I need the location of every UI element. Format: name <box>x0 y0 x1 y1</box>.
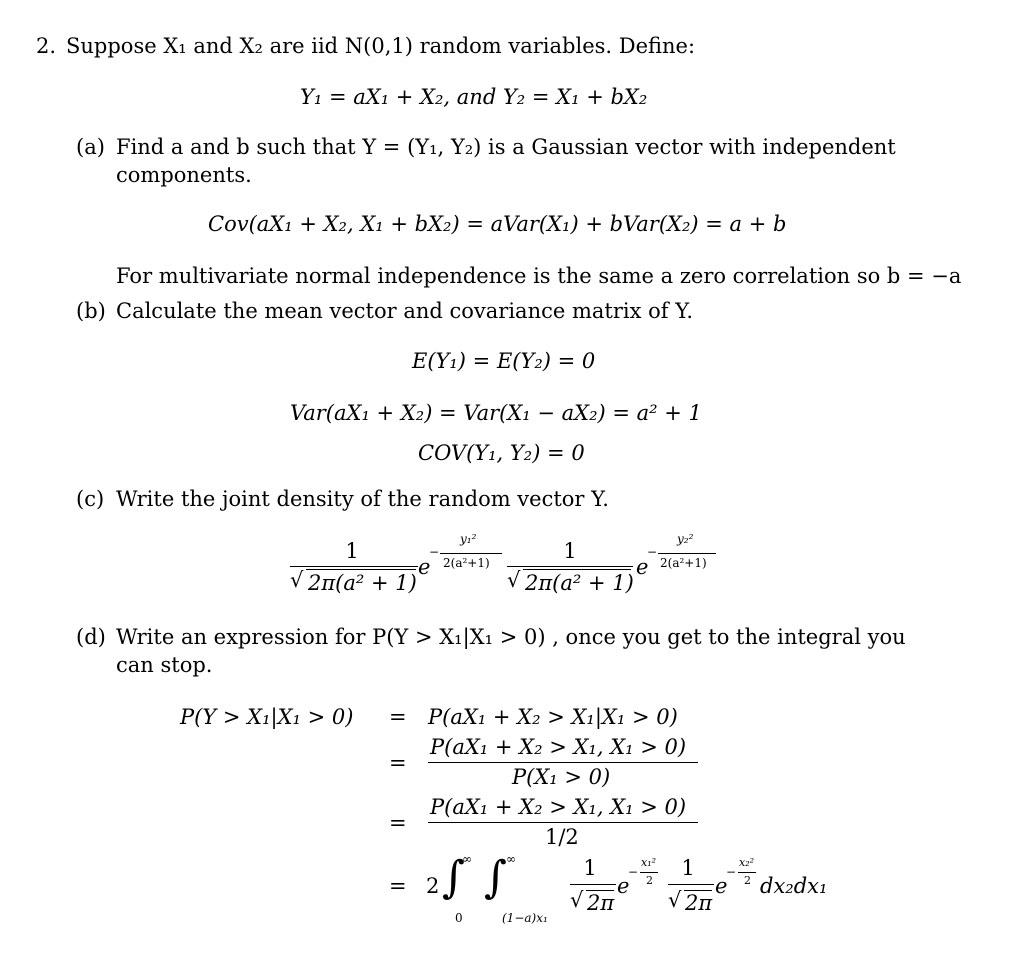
integral-upper-1: ∞ <box>462 852 472 866</box>
exp-minus-1: − <box>429 545 440 559</box>
row4-one-2: 1 <box>681 856 695 880</box>
row4-exp-minus-2: − <box>726 865 737 879</box>
part-b-eq1: E(Y₁) = E(Y₂) = 0 <box>412 349 596 373</box>
part-b-label: (b) <box>76 299 106 323</box>
part-d-question-line2: can stop. <box>116 653 213 677</box>
exp-num-1: y₁² <box>460 532 477 546</box>
sqrt-sign-1: √ <box>290 568 304 592</box>
exp-minus-2: − <box>647 545 658 559</box>
row4-coefficient: 2 <box>426 874 440 898</box>
row4-bar-2 <box>668 884 714 885</box>
row4-exp-den-2: 2 <box>744 874 751 887</box>
row3-fraction-bar <box>428 822 698 823</box>
part-b-eq3: COV(Y₁, Y₂) = 0 <box>418 441 585 465</box>
exp-base-1: e <box>418 555 431 579</box>
row4-exp-num-1: x₁² <box>641 856 657 869</box>
row4-exp-den-1: 2 <box>646 874 653 887</box>
part-c-label: (c) <box>76 487 105 511</box>
row4-bar-1 <box>570 884 616 885</box>
row4-sqrt-sign-2: √ <box>668 888 682 912</box>
density-numerator-2: 1 <box>563 539 577 563</box>
eq-sign-4: = <box>389 874 407 898</box>
sqrt-bar-1 <box>306 569 416 570</box>
row4-one-1: 1 <box>583 856 597 880</box>
row4-exp-base-2: e <box>715 874 728 898</box>
part-d-row2-denominator: P(X₁ > 0) <box>512 765 611 789</box>
problem-definition: Y₁ = aX₁ + X₂, and Y₂ = X₁ + bX₂ <box>300 85 648 109</box>
density-denominator-1: 2π(a² + 1) <box>308 571 417 595</box>
integral-lower-2: (1−a)x₁ <box>502 911 548 925</box>
part-d-row3-denominator: 1/2 <box>545 825 579 849</box>
row4-exp-num-2: x₂² <box>739 856 755 869</box>
sqrt-bar-2 <box>523 569 631 570</box>
exp-bar-1 <box>440 553 502 554</box>
density-numerator-1: 1 <box>345 539 359 563</box>
part-d-lhs: P(Y > X₁|X₁ > 0) <box>180 705 354 729</box>
part-a-equation: Cov(aX₁ + X₂, X₁ + bX₂) = aVar(X₁) + bVar(X₂) = a + b <box>208 212 787 236</box>
row4-sqrt-content-2: 2π <box>685 891 713 915</box>
part-d-question-line1: Write an expression for P(Y > X₁|X₁ > 0) , once you get to the integral you <box>116 625 906 649</box>
part-d-row1: P(aX₁ + X₂ > X₁|X₁ > 0) <box>428 705 678 729</box>
part-c-question: Write the joint density of the random vector Y. <box>116 487 609 511</box>
integral-lower-1: 0 <box>455 911 463 925</box>
part-a-label: (a) <box>76 135 105 159</box>
sqrt-sign-2: √ <box>507 568 521 592</box>
row4-sqrt-sign-1: √ <box>570 888 584 912</box>
part-a-question-line1: Find a and b such that Y = (Y₁, Y₂) is a Gaussian vector with independent <box>116 135 896 159</box>
density-denominator-2: 2π(a² + 1) <box>525 571 634 595</box>
row4-exp-base-1: e <box>617 874 630 898</box>
exp-den-1: 2(a²+1) <box>443 556 490 570</box>
density-fraction-bar-1 <box>290 566 418 567</box>
part-d-row3-numerator: P(aX₁ + X₂ > X₁, X₁ > 0) <box>430 795 687 819</box>
integral-sign-2: ∫ <box>484 852 507 903</box>
exp-den-2: 2(a²+1) <box>660 556 707 570</box>
exp-num-2: y₂² <box>677 532 694 546</box>
row2-fraction-bar <box>428 762 698 763</box>
eq-sign-2: = <box>389 751 407 775</box>
eq-sign-1: = <box>389 705 407 729</box>
part-d-row2-numerator: P(aX₁ + X₂ > X₁, X₁ > 0) <box>430 735 687 759</box>
part-a-answer: For multivariate normal independence is the same a zero correlation so b = −a <box>116 264 962 288</box>
row4-exp-bar-2 <box>738 872 756 873</box>
row4-sqrt-content-1: 2π <box>587 891 615 915</box>
problem-number: 2. <box>36 34 57 58</box>
integral-sign-1: ∫ <box>442 852 465 903</box>
exp-base-2: e <box>636 555 649 579</box>
exp-bar-2 <box>658 553 716 554</box>
part-a-question-line2: components. <box>116 163 252 187</box>
part-b-question: Calculate the mean vector and covariance matrix of Y. <box>116 299 694 323</box>
row4-differentials: dx₂dx₁ <box>760 874 828 898</box>
part-d-label: (d) <box>76 625 106 649</box>
problem-intro: Suppose X₁ and X₂ are iid N(0,1) random variables. Define: <box>66 34 696 58</box>
row4-exp-minus-1: − <box>628 865 639 879</box>
integral-upper-2: ∞ <box>506 852 516 866</box>
eq-sign-3: = <box>389 811 407 835</box>
density-fraction-bar-2 <box>507 566 633 567</box>
part-b-eq2: Var(aX₁ + X₂) = Var(X₁ − aX₂) = a² + 1 <box>290 401 702 425</box>
row4-exp-bar-1 <box>640 872 658 873</box>
